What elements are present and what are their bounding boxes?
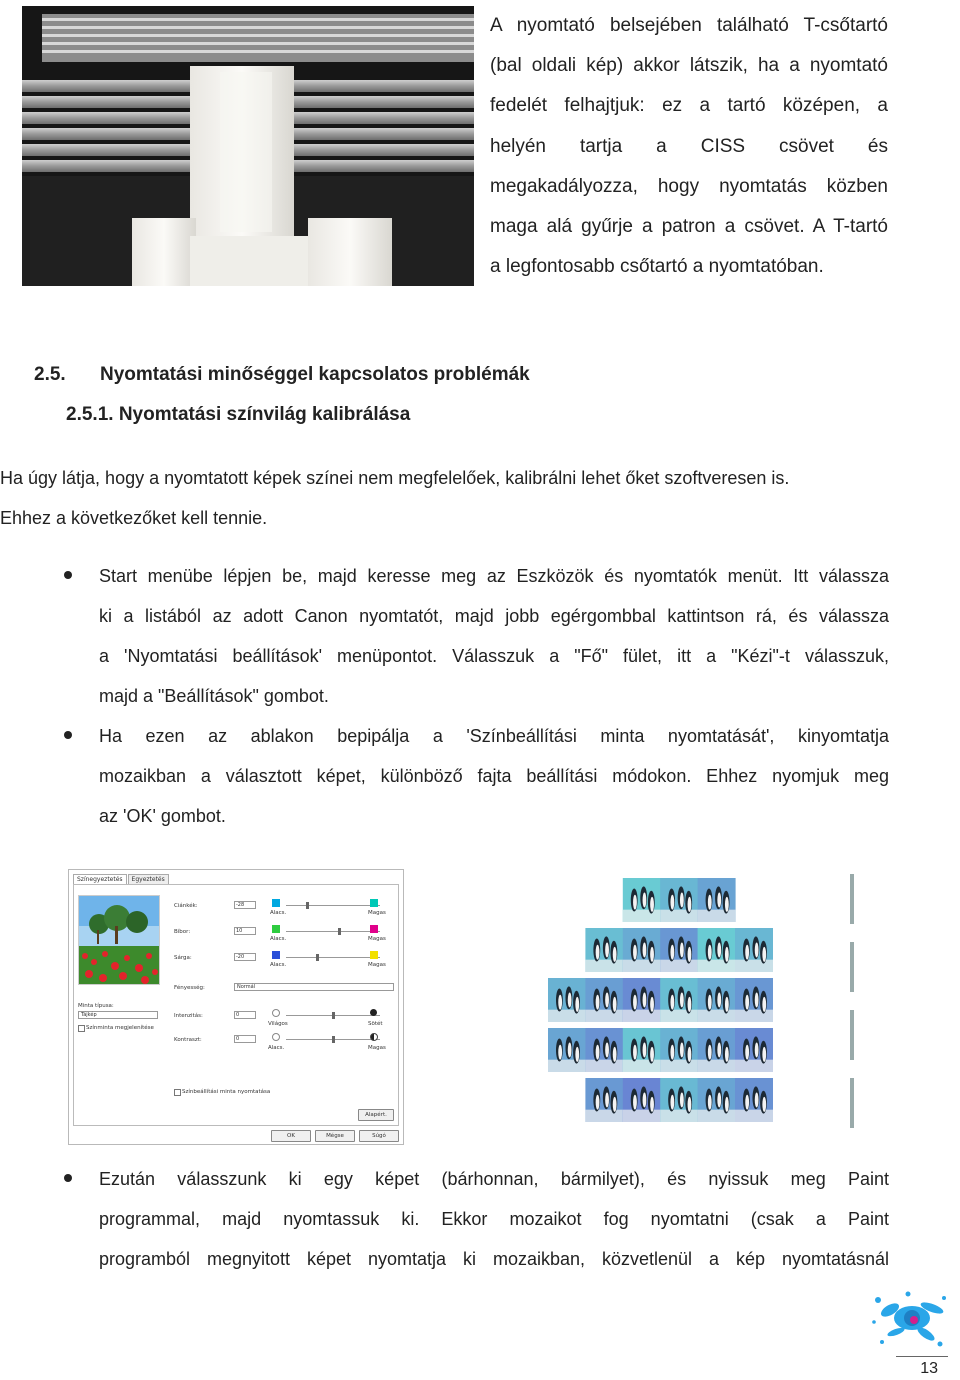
intensity-slider[interactable] bbox=[286, 1015, 380, 1016]
contrast-value-field[interactable]: 0 bbox=[234, 1035, 256, 1043]
mosaic-tile bbox=[548, 978, 586, 1022]
tab-color-adjust[interactable]: Színegyeztetés bbox=[73, 874, 127, 884]
mosaic-tile bbox=[623, 1028, 661, 1072]
dialog-tabs bbox=[73, 874, 170, 884]
subsection-number: 2.5.1. bbox=[66, 404, 114, 425]
intro-line: a legfontosabb csőtartó a nyomtatóban. bbox=[490, 256, 824, 278]
mosaic-tile bbox=[548, 1028, 586, 1072]
paragraph-line: Ha úgy látja, hogy a nyomtatott képek színei nem megfelelőek, kalibrálni lehet őket szoftveresen is. bbox=[0, 468, 790, 488]
bullet-dot bbox=[64, 1174, 72, 1182]
intensity-value-field[interactable]: 0 bbox=[234, 1011, 256, 1019]
color-pattern-mosaic bbox=[548, 870, 868, 1140]
dialog-panel bbox=[73, 884, 399, 1126]
high-label: Magas bbox=[368, 910, 386, 916]
yellow-slider[interactable] bbox=[286, 957, 380, 958]
preview-image bbox=[78, 895, 160, 985]
high-label: Magas bbox=[368, 936, 386, 942]
bullet-line: programból megnyitott képet nyomtatja ki mozaikban, közvetlenül a kép nyomtatásnál bbox=[99, 1249, 889, 1269]
bullet-item bbox=[64, 1159, 890, 1279]
contrast-low-icon bbox=[272, 1033, 280, 1041]
magenta-label: Bíbor: bbox=[174, 929, 191, 935]
section-heading bbox=[34, 364, 530, 386]
mosaic-tile bbox=[735, 928, 773, 972]
intensity-label: Intenzitás: bbox=[174, 1013, 203, 1019]
section-number: 2.5. bbox=[34, 364, 66, 385]
subsection-title: Nyomtatási színvilág kalibrálása bbox=[118, 404, 411, 425]
cyan-slider[interactable] bbox=[286, 905, 380, 906]
mosaic-caption-mark bbox=[850, 1078, 854, 1128]
mosaic-tile bbox=[585, 978, 623, 1022]
intro-line: megakadályozza, hogy nyomtatás közben bbox=[490, 175, 888, 197]
mosaic-tile bbox=[585, 1028, 623, 1072]
pattern-type-label: Minta típusa: bbox=[78, 1003, 114, 1009]
mosaic-tile bbox=[623, 978, 661, 1022]
mosaic-tile bbox=[660, 878, 698, 922]
mosaic-caption-mark bbox=[850, 874, 854, 924]
contrast-high-label: Magas bbox=[368, 1045, 386, 1051]
bullet-line: Ha ezen az ablakon bepipálja a 'Színbeállítási minta nyomtatását', kinyomtatja bbox=[99, 726, 889, 746]
magenta-slider[interactable] bbox=[286, 931, 380, 932]
mosaic-tile bbox=[698, 1028, 736, 1072]
bullet-item bbox=[64, 716, 890, 836]
yellow-low-swatch bbox=[272, 951, 280, 959]
contrast-slider-knob[interactable] bbox=[332, 1036, 335, 1043]
mosaic-tile bbox=[623, 878, 661, 922]
high-label: Magas bbox=[368, 962, 386, 968]
bullet-line: a 'Nyomtatási beállítások' menüpontot. Válasszuk a "Fő" fület, itt a "Kézi"-t válasszuk, bbox=[99, 646, 889, 666]
mosaic-tile bbox=[660, 978, 698, 1022]
page-number: 13 bbox=[920, 1360, 938, 1377]
section-title: Nyomtatási minőséggel kapcsolatos problémák bbox=[100, 364, 530, 385]
cyan-label: Ciánkék: bbox=[174, 903, 198, 909]
contrast-high-icon bbox=[370, 1033, 378, 1041]
contrast-slider[interactable] bbox=[286, 1039, 380, 1040]
mosaic-tile bbox=[735, 978, 773, 1022]
yellow-label: Sárga: bbox=[174, 955, 192, 961]
mosaic-tile bbox=[660, 1028, 698, 1072]
bullet-dot bbox=[64, 571, 72, 579]
mosaic-tile bbox=[585, 1078, 623, 1122]
subsection-heading bbox=[66, 404, 410, 426]
brightness-label: Fényesség: bbox=[174, 985, 205, 991]
yellow-value-field[interactable]: -20 bbox=[234, 953, 256, 961]
magenta-value-field[interactable]: 10 bbox=[234, 927, 256, 935]
brightness-select[interactable]: Normál bbox=[234, 983, 394, 991]
light-icon bbox=[272, 1009, 280, 1017]
cyan-swatch bbox=[272, 899, 280, 907]
mosaic-tile bbox=[660, 928, 698, 972]
bullet-text bbox=[99, 556, 889, 716]
magenta-slider-knob[interactable] bbox=[338, 928, 341, 935]
mosaic-tile bbox=[735, 1028, 773, 1072]
magenta-low-swatch bbox=[272, 925, 280, 933]
cyan-slider-knob[interactable] bbox=[306, 902, 309, 909]
bullet-line: mozaikban a választott képet, különböző fajta beállítási módokon. Ehhez nyomjuk meg bbox=[99, 766, 889, 786]
page-number-rule bbox=[896, 1356, 948, 1357]
intro-line: fedelét felhajtjuk: ez a tartó középen, a bbox=[490, 95, 888, 117]
intro-line: maga alá gyűrje a patron a csövet. A T-tartó bbox=[490, 216, 888, 238]
dark-icon bbox=[370, 1009, 377, 1016]
low-label: Alacs. bbox=[270, 910, 287, 916]
light-label: Világos bbox=[268, 1021, 288, 1027]
default-button[interactable]: Alapért. bbox=[358, 1109, 394, 1121]
bullet-dot bbox=[64, 731, 72, 739]
cyan-high-swatch bbox=[370, 899, 378, 907]
body-paragraph bbox=[0, 458, 900, 538]
color-adjust-dialog bbox=[68, 869, 404, 1145]
yellow-swatch bbox=[370, 951, 378, 959]
mosaic-tile bbox=[585, 928, 623, 972]
bullet-line: az 'OK' gombot. bbox=[99, 806, 226, 826]
mosaic-tile bbox=[735, 1078, 773, 1122]
show-pattern-label: Színminta megjelenítése bbox=[86, 1025, 154, 1031]
print-pattern-checkbox[interactable] bbox=[174, 1089, 181, 1096]
printer-photo bbox=[22, 6, 474, 286]
dark-label: Sötét bbox=[368, 1021, 383, 1027]
show-pattern-checkbox[interactable] bbox=[78, 1025, 85, 1032]
bullet-line: Start menübe lépjen be, majd keresse meg az Eszközök és nyomtatók menüt. Itt válassza bbox=[99, 566, 889, 586]
mosaic-caption-mark bbox=[850, 942, 854, 992]
print-pattern-label: Színbeállítási minta nyomtatása bbox=[182, 1089, 271, 1095]
help-button[interactable]: Súgó bbox=[359, 1130, 399, 1142]
mosaic-tile bbox=[698, 1078, 736, 1122]
low-label: Alacs. bbox=[270, 962, 287, 968]
cancel-button[interactable]: Mégse bbox=[315, 1130, 355, 1142]
pattern-type-select[interactable]: Tájkép bbox=[78, 1011, 158, 1019]
intro-line: helyén tartja a CISS csövet és bbox=[490, 135, 888, 157]
intensity-slider-knob[interactable] bbox=[332, 1012, 335, 1019]
low-label: Alacs. bbox=[270, 936, 287, 942]
contrast-low-label: Alacs. bbox=[268, 1045, 285, 1051]
bullet-text bbox=[99, 716, 889, 836]
paragraph-line: Ehhez a következőket kell tennie. bbox=[0, 508, 268, 528]
mosaic-tile bbox=[698, 878, 736, 922]
intro-paragraph bbox=[490, 6, 888, 287]
bullet-line: Ezután válasszunk ki egy képet (bárhonnan, bármilyet), és nyissuk meg Paint bbox=[99, 1169, 889, 1189]
bullet-text bbox=[99, 1159, 889, 1279]
yellow-slider-knob[interactable] bbox=[316, 954, 319, 961]
contrast-label: Kontraszt: bbox=[174, 1037, 202, 1043]
mosaic-tile bbox=[623, 1078, 661, 1122]
cyan-value-field[interactable]: -28 bbox=[234, 901, 256, 909]
intro-line: A nyomtató belsejében található T-csőtartó bbox=[490, 15, 888, 36]
ok-button[interactable]: OK bbox=[271, 1130, 311, 1142]
tab-matching[interactable]: Egyeztetés bbox=[128, 874, 169, 884]
bullet-line: programmal, majd nyomtassuk ki. Ekkor mozaikot fog nyomtatni (csak a Paint bbox=[99, 1209, 889, 1229]
mosaic-tile bbox=[623, 928, 661, 972]
mosaic-tile bbox=[698, 928, 736, 972]
ink-splash-logo bbox=[866, 1288, 950, 1350]
magenta-swatch bbox=[370, 925, 378, 933]
mosaic-tile bbox=[698, 978, 736, 1022]
intro-line: (bal oldali kép) akkor látszik, ha a nyomtató bbox=[490, 55, 888, 77]
mosaic-tile bbox=[660, 1078, 698, 1122]
bullet-line: majd a "Beállítások" gombot. bbox=[99, 686, 329, 706]
bullet-item bbox=[64, 556, 890, 716]
mosaic-caption-mark bbox=[850, 1010, 854, 1060]
bullet-line: ki a listából az adott Canon nyomtatót, majd jobb egérgombbal kattintson rá, és válassza bbox=[99, 606, 889, 626]
